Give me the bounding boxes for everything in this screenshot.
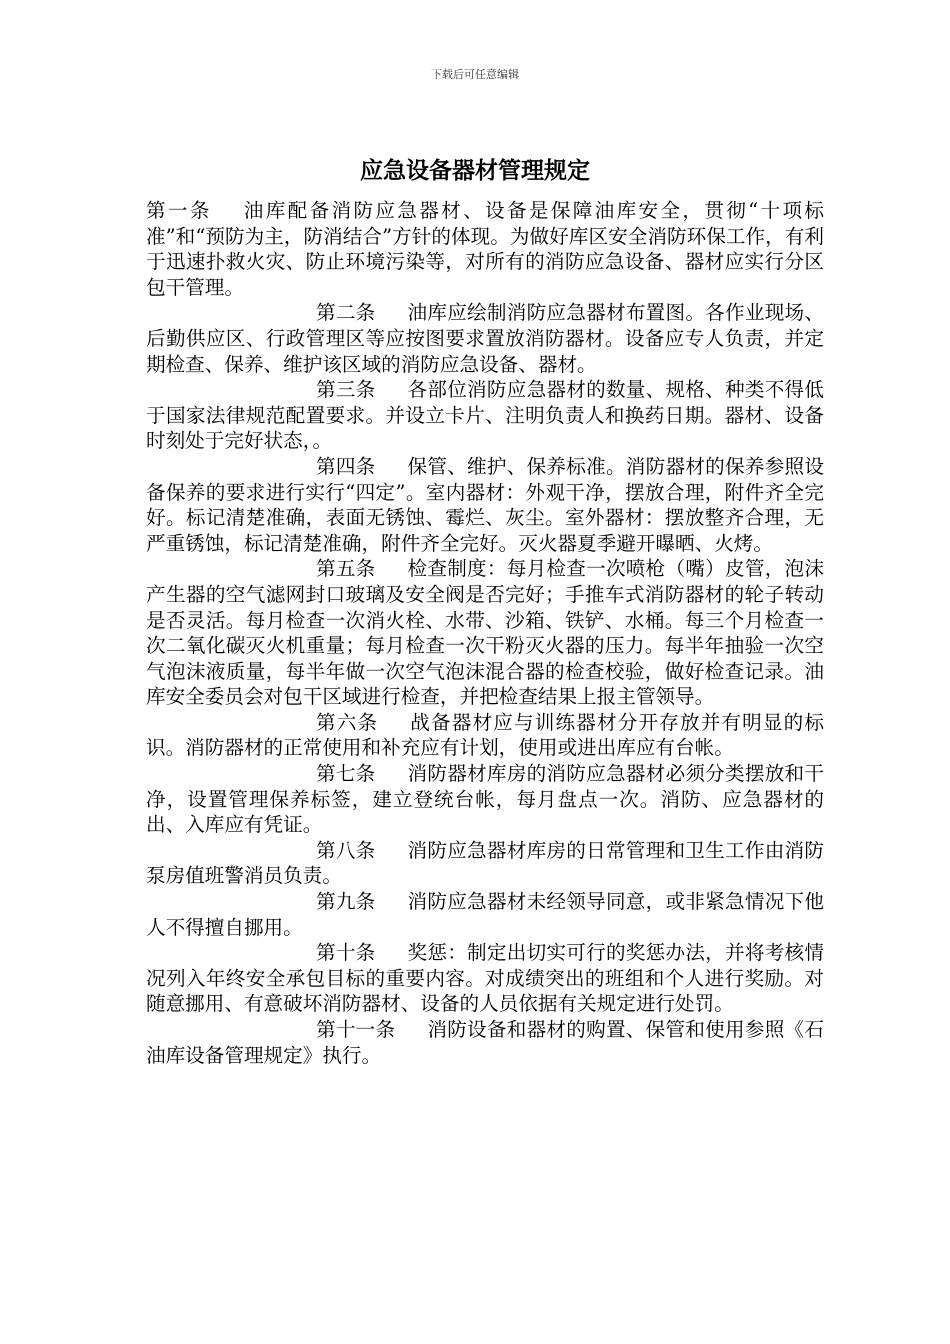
header-note: 下载后可任意编辑 — [431, 68, 519, 81]
article-text: 奖惩：制定出切实可行的奖惩办法，并将考核情况列入年终安全承包目标的重要内容。对成绩突出的班组和个人进行奖励。对随意挪用、有意破坏消防器材、设备的人员依据有关规定进行处罚。 — [146, 941, 824, 1016]
article-8 — [146, 838, 824, 889]
article-text: 消防设备和器材的购置、保管和使用参照《石油库设备管理规定》执行。 — [146, 1018, 824, 1067]
article-label: 第八条 — [316, 838, 376, 862]
article-6 — [146, 710, 824, 761]
article-label: 第九条 — [316, 890, 376, 914]
article-label: 第三条 — [316, 378, 376, 402]
article-label: 第四条 — [316, 454, 376, 478]
article-text: 油库配备消防应急器材、设备是保障油库安全，贯彻“十项标准”和“预防为主，防消结合”方针的体现。为做好库区安全消防环保工作，有利于迅速扑救火灾、防止环境污染等，对所有的消防应急设备、器材应实行分区包干管理。 — [146, 199, 824, 299]
article-label: 第二条 — [316, 301, 376, 325]
document-body — [146, 198, 824, 1068]
article-text: 消防器材库房的消防应急器材必须分类摆放和干净，设置管理保养标签，建立登统台帐，每月盘点一次。消防、应急器材的出、入库应有凭证。 — [146, 762, 824, 837]
article-2 — [146, 300, 824, 377]
article-text: 消防应急器材未经领导同意，或非紧急情况下他人不得擅自挪用。 — [146, 890, 824, 939]
article-text: 检查制度：每月检查一次喷枪（嘴）皮管，泡沫产生器的空气滤网封口玻璃及安全阀是否完好；手推车式消防器材的轮子转动是否灵活。每月检查一次消火栓、水带、沙箱、铁铲、水桶。每三个月检查一次二氧化碳灭火机重量；每月检查一次干粉灭火器的压力。每半年抽验一次空气泡沫液质量，每半年做一次空气泡沫混合器的检查校验，做好检查记录。油库安全委员会对包干区域进行检查，并把检查结果上报主管领导。 — [146, 557, 824, 709]
article-label: 第十一条 — [316, 1018, 396, 1041]
article-4 — [146, 454, 824, 556]
document-title: 应急设备器材管理规定 — [360, 157, 590, 184]
article-text: 各部位消防应急器材的数量、规格、种类不得低于国家法律规范配置要求。并设立卡片、注明负责人和换药日期。器材、设备时刻处于完好状态，。 — [146, 378, 824, 453]
article-11 — [146, 1017, 824, 1068]
article-text: 保管、维护、保养标准。消防器材的保养参照设备保养的要求进行实行“四定”。室内器材：外观干净，摆放合理，附件齐全完好。标记清楚准确，表面无锈蚀、霉烂、灰尘。室外器材：摆放整齐合理，无严重锈蚀，标记清楚准确，附件齐全完好。灭火器夏季避开曝晒、火烤。 — [146, 454, 824, 555]
article-text: 消防应急器材库房的日常管理和卫生工作由消防泵房值班警消员负责。 — [146, 838, 824, 888]
article-7 — [146, 761, 824, 838]
article-label: 第六条 — [316, 710, 379, 734]
article-text: 战备器材应与训练器材分开存放并有明显的标识。消防器材的正常使用和补充应有计划，使用或进出库应有台帐。 — [146, 710, 825, 760]
article-3 — [146, 377, 824, 454]
article-label: 第十条 — [316, 941, 376, 965]
article-10 — [146, 940, 824, 1017]
article-1 — [146, 198, 824, 300]
article-label: 第五条 — [316, 557, 376, 581]
article-5 — [146, 556, 824, 710]
article-label: 第一条 — [146, 199, 212, 222]
article-text: 油库应绘制消防应急器材布置图。各作业现场、后勤供应区、行政管理区等应按图要求置放消防器材。设备应专人负责，并定期检查、保养、维护该区域的消防应急设备、器材。 — [146, 301, 824, 376]
article-9 — [146, 889, 824, 940]
article-label: 第七条 — [316, 762, 376, 786]
